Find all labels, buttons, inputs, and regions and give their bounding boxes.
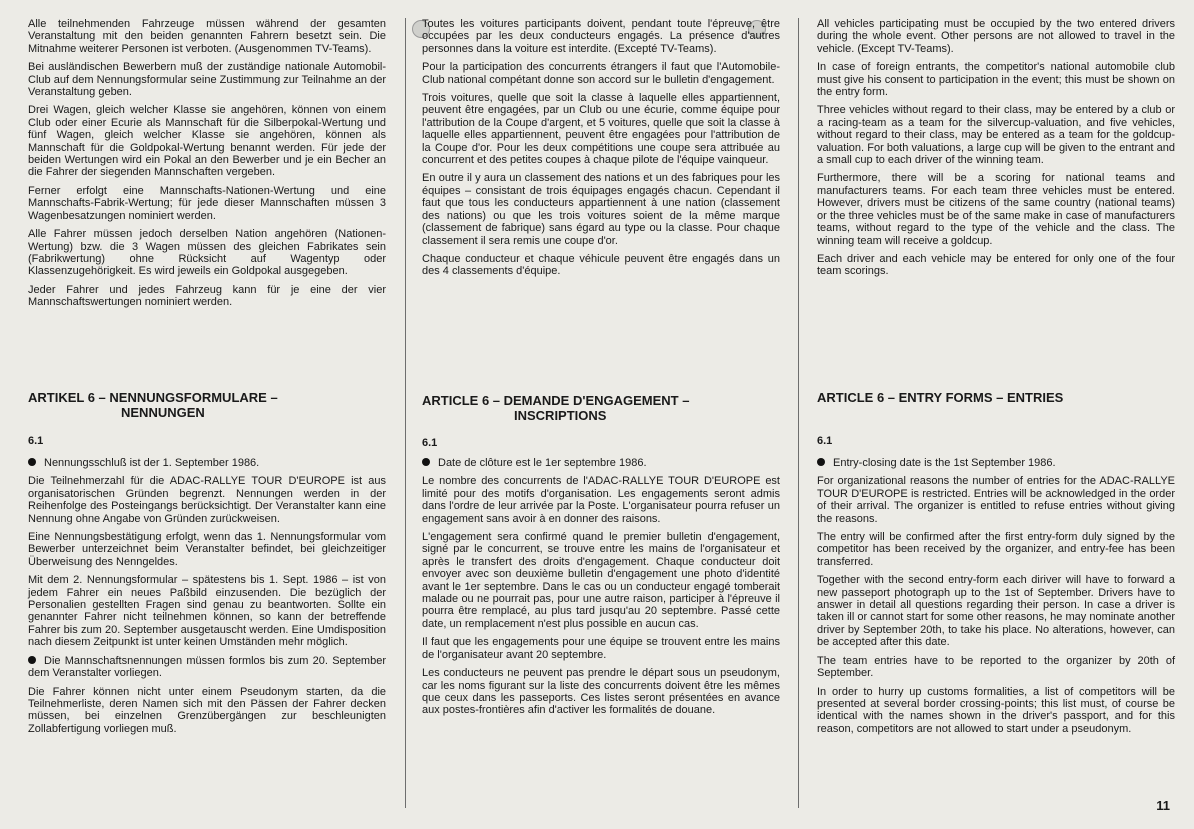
paragraph: Bei ausländischen Bewerbern muß der zuständige nationale Automobil-Club auf dem Nennungsformular seine Zustimmung zur Teilnahme an der Veranstaltung geben.: [28, 61, 386, 99]
paragraph: Ferner erfolgt eine Mannschafts-Nationen-Wertung und eine Mannschafts-Fabrik-Wertung; für jede dieser Mannschaften müssen 3 Wagenbesatzungen nominiert werden.: [28, 184, 386, 222]
french-column-bottom: [422, 457, 780, 723]
paragraph: Jeder Fahrer und jedes Fahrzeug kann für je eine der vier Mannschaftswertungen nominiert werden.: [28, 283, 386, 309]
german-column-top: [28, 18, 386, 315]
paragraph: L'engagement sera confirmé quand le premier bulletin d'engagement, signé par le concurrent, se trouve entre les mains de l'organisateur et après le transfert des droits d'engagement. Chaque conducteur doit envoyer avec son deuxième bulletin d'engagement une photo d'identité avant le 1er septembre. Dans le cas ou un conducteur engagé tomberait malade ou ne pourrait pas, pour une autre raison, participer à l'épreuve il pourra être remplacé, au plus tard jusqu'au 20 septembre. Passé cette date, un remplacement n'est plus possible en aucun cas.: [422, 531, 780, 630]
french-section-number: 6.1: [422, 437, 438, 449]
paragraph: Mit dem 2. Nennungsformular – spätestens bis 1. Sept. 1986 – ist von jedem Fahrer ein neues Paßbild einzusenden. Die bezüglich der Personalien gestellten Fragen sind genau zu beantworten. Sollte ein genannter Fahrer nicht teilnehmen können, so kann der betreffende Fahrer bis zum 20. September ausgetauscht werden. Eine Umdisposition nach diesem Zeitpunkt ist unter keinen Umständen mehr möglich.: [28, 574, 386, 649]
bullet-icon: [28, 458, 36, 466]
paragraph: Each driver and each vehicle may be entered for only one of the four team scorings.: [817, 252, 1175, 278]
french-article-heading: ARTICLE 6 – DEMANDE D'ENGAGEMENT – INSCRIPTIONS: [422, 393, 690, 423]
english-column-bottom: [817, 457, 1175, 741]
paragraph: Pour la participation des concurrents étrangers il faut que l'Automobile-Club national compétant donne son accord sur le bulletin d'engagement.: [422, 61, 780, 86]
german-column-bottom: [28, 457, 386, 741]
bullet-item: Nennungsschluß ist der 1. September 1986.: [28, 457, 386, 469]
paragraph: Die Fahrer können nicht unter einem Pseudonym starten, da die Teilnehmerliste, deren Namen sich mit den Pässen der Fahrer decken müssen, bei einzelnen Grenzübergängen zur beschleunigten Zollabfertigung vorliegen muß.: [28, 685, 386, 735]
bullet-icon: [422, 458, 430, 466]
bullet-item: Date de clôture est le 1er septembre 1986.: [422, 457, 780, 469]
paragraph: In order to hurry up customs formalities, a list of competitors will be presented at several border crossing-points; this list must, of course be identical with the names shown in the driver's passport, and for this reason, competitors are not allowed to start under a pseudonym.: [817, 685, 1175, 735]
column-divider-right: [798, 18, 799, 808]
bullet-icon: [817, 458, 825, 466]
paragraph: Drei Wagen, gleich welcher Klasse sie angehören, können von einem Club oder einer Ecurie als Mannschaft für die Silberpokal-Wertung und fünf Wagen, gleich welcher Klasse sie angehören, können als Mannschaft für die Goldpokal-Wertung benannt werden. Für jede der beiden Wertungen wird ein Pokal an den Bewerber und je ein Becher an die Fahrer der siegenden Mannschaften vergeben.: [28, 104, 386, 179]
paragraph: The team entries have to be reported to the organizer by 20th of September.: [817, 654, 1175, 680]
bullet-item: Entry-closing date is the 1st September 1986.: [817, 457, 1175, 469]
paragraph: Trois voitures, quelle que soit la classe à laquelle elles appartiennent, peuvent être engagées, par un Club ou une écurie, comme équipe pour l'attribution de la Coupe d'argent, et 5 voitures, quelle que soit la classe à laquelle elles appartiennent, peuvent être engagées pour l'attribution de la Coupe d'or. Pour les deux compétitions une coupe sera attribuée au concurrent et des petites coupes à chaque pilote de l'équipe vainqueur.: [422, 92, 780, 167]
paragraph: The entry will be confirmed after the first entry-form duly signed by the competitor has been received by the organizer, and entry-fee has been transferred.: [817, 531, 1175, 568]
paragraph: Les conducteurs ne peuvent pas prendre le départ sous un pseudonym, car les noms figurant sur la liste des concurrents doivent être les mêmes que ceux dans les passeports. Ces listes seront présentées en avance aux postes-frontières afin d'activer les formalités de douane.: [422, 667, 780, 717]
paragraph: Le nombre des concurrents de l'ADAC-RALLYE TOUR D'EUROPE est limité pour des motifs d'organisation. Les engagements seront admis dans l'ordre de leur arrivée par la Poste. L'organisateur pourra refuser un engagement sans avoir à en donner des raisons.: [422, 475, 780, 525]
paragraph: Die Teilnehmerzahl für die ADAC-RALLYE TOUR D'EUROPE ist aus organisatorischen Gründen begrenzt. Nennungen werden in der Reihenfolge des Posteingangs berücksichtigt. Der Veranstalter kann eine Nennung ohne Angabe von Gründen zurückweisen.: [28, 475, 386, 525]
paragraph: Furthermore, there will be a scoring for national teams and manufacturers teams. For each team three vehicles must be entered. However, drivers must be citizens of the same country (national teams) or the three vehicles must be of the same make in case of manufacturers teams, without regard to the type of the vehicle and the class. The winning team will receive a goldcup.: [817, 172, 1175, 247]
paragraph: Il faut que les engagements pour une équipe se trouvent entre les mains de l'organisateur avant 20 septembre.: [422, 636, 780, 661]
paragraph: For organizational reasons the number of entries for the ADAC-RALLYE TOUR D'EUROPE is restricted. Entries will be acknowledged in the order of their arrival. The organizer is entitled to refuse entries without giving the reasons.: [817, 475, 1175, 525]
paragraph: All vehicles participating must be occupied by the two entered drivers during the whole event. Other persons are not allowed to travel in the vehicle. (Except TV-Teams).: [817, 18, 1175, 55]
paragraph: In case of foreign entrants, the competitor's national automobile club must give his consent to participation in the event; this must be shown on the entry form.: [817, 61, 1175, 99]
bullet-icon: [28, 656, 36, 664]
page-number: 11: [1156, 798, 1170, 813]
paragraph: Alle Fahrer müssen jedoch derselben Nation angehören (Nationen-Wertung) bzw. die 3 Wagen müssen des gleichen Fabrikates sein (Fabrikwertung) ohne Rücksicht auf Wagentyp oder Klassenzugehörigkeit. Es wird jeweils ein Goldpokal ausgegeben.: [28, 228, 386, 278]
paragraph: Alle teilnehmenden Fahrzeuge müssen während der gesamten Veranstaltung mit den beiden genannten Fahrern besetzt sein. Die Mitnahme weiterer Personen ist verboten. (Ausgenommen TV-Teams).: [28, 18, 386, 55]
english-article-heading: ARTICLE 6 – ENTRY FORMS – ENTRIES: [817, 390, 1064, 405]
paragraph: Three vehicles without regard to their class, may be entered by a club or a racing-team as a team for the silvercup-valuation, and five vehicles, without regard to their class, may be entered as a team for the goldcup-valuation. For both valuations, a large cup will be given to the entrant and a small cup to each driver of the winning team.: [817, 104, 1175, 167]
paragraph: Eine Nennungsbestätigung erfolgt, wenn das 1. Nennungsformular vom Bewerber unterzeichnet beim Veranstalter befindet, bei gleichzeitiger Überweisung des Nenngeldes.: [28, 531, 386, 568]
paragraph: Toutes les voitures participants doivent, pendant toute l'épreuve, être occupées par les deux conducteurs engagés. La présence d'autres personnes dans la voiture est interdite. (Excepté TV-Teams).: [422, 18, 780, 55]
french-column-top: [422, 18, 780, 284]
paragraph: Together with the second entry-form each diriver will have to forward a new passeport photograph up to the 1st of September. Drivers have to answer in detail all questions regarding their person. In case a driver is taken ill or cannot start for some other reasons, he may nominate another driver by September 20th, to take his place. No alterations, however, can be accepted after this date.: [817, 574, 1175, 649]
paragraph: Chaque conducteur et chaque véhicule peuvent être engagés dans un des 4 classements d'équipe.: [422, 252, 780, 278]
english-column-top: [817, 18, 1175, 284]
bullet-item: Die Mannschaftsnennungen müssen formlos bis zum 20. September dem Veranstalter vorliegen.: [28, 654, 386, 680]
paragraph: En outre il y aura un classement des nations et un des fabriques pour les équipes – consistant de trois équipages engagés chacun. Cependant il faut que tous les conducteurs appartiennent à une nation (classement des nations) ou que les trois voitures soient de la même marque (classement de fabrique) sans égard au type ou la classe. Pour chaque classement il sera remis une coupe d'or.: [422, 172, 780, 247]
german-section-number: 6.1: [28, 435, 44, 447]
german-article-heading: ARTIKEL 6 – NENNUNGSFORMULARE – NENNUNGEN: [28, 390, 278, 420]
column-divider-left: [405, 18, 406, 808]
english-section-number: 6.1: [817, 435, 833, 447]
